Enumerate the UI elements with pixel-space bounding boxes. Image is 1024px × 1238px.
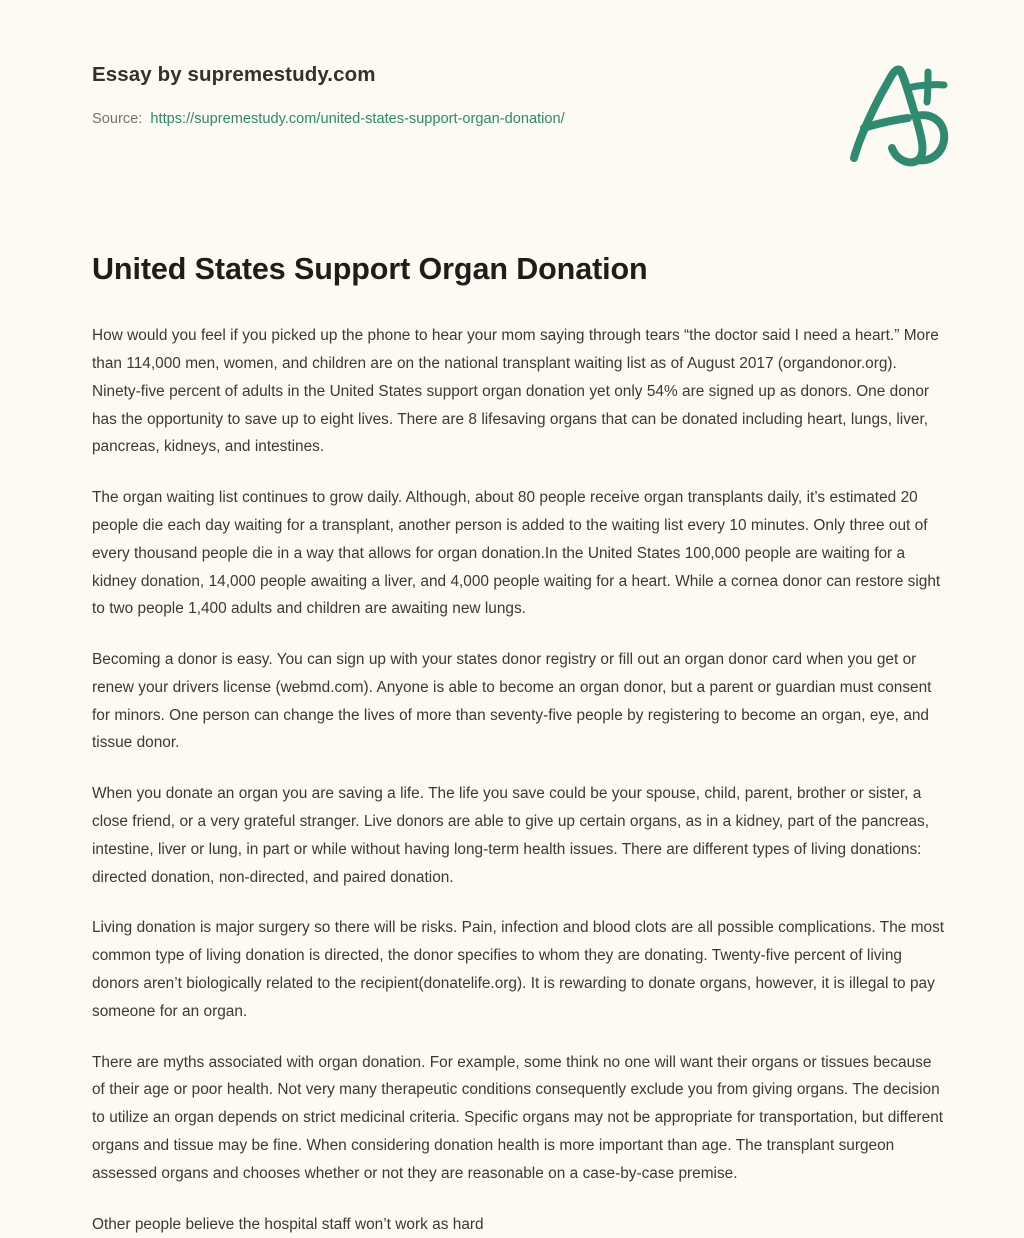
paragraph: Living donation is major surgery so there will be risks. Pain, infection and blood clots are all possible complications. The most common type of living donation is directed, the donor specifies to whom they are donating. Twenty-five percent of living donors aren’t biologically related to the recipient(donatelife.org). It is rewarding to donate organs, however, it is illegal to pay someone for an organ. [92,919,945,1020]
paragraph: There are myths associated with organ donation. For example, some think no one will want their organs or tissues because of their age or poor health. Not very many therapeutic conditions consequently exclude you from giving organs. The decision to utilize an organ depends on strict medicinal criteria. Specific organs may not be appropriate for transportation, but different organs and tissue may be fine. When considering donation health is more important than age. The transplant surgeon assessed organs and chooses whether or not they are reasonable on a case-by-case premise. [92,1053,944,1182]
byline: Essay by supremestudy.com [92,63,376,86]
article [0,250,1024,1238]
source-url-link[interactable]: https://supremestudy.com/united-states-support-organ-donation/ [150,110,565,127]
source-label: Source: [92,110,143,127]
article-body [92,322,945,1238]
paragraph: How would you feel if you picked up the phone to hear your mom saying through tears “the doctor said I need a heart.” More than 114,000 men, women, and children are on the national transplant waiting list as of August 2017 (organdonor.org). Ninety-five percent of adults in the United States support organ donation yet only 54% are signed up as donors. One donor has the opportunity to save up to eight lives. There are 8 lifesaving organs that can be donated including heart, lungs, liver, pancreas, kidneys, and intestines. [92,327,939,456]
source-line [92,109,932,129]
document-header [0,0,1024,178]
paragraph: Becoming a donor is easy. You can sign up with your states donor registry or fill out an organ donor card when you get or renew your drivers license (webmd.com). Anyone is able to become an organ donor, but a parent or guardian must consent for minors. One person can change the lives of more than seventy-five people by registering to become an organ, eye, and tissue donor. [92,651,932,752]
paragraph: The organ waiting list continues to grow daily. Although, about 80 people receive organ transplants daily, it’s estimated 20 people die each day waiting for a transplant, another person is added to the waiting list every 10 minutes. Only three out of every thousand people die in a way that allows for organ donation.In the United States 100,000 people are waiting for a kidney donation, 14,000 people awaiting a liver, and 4,000 people waiting for a heart. While a cornea donor can restore sight to two people 1,400 adults and children are awaiting new lungs. [92,489,941,618]
paragraph: When you donate an organ you are saving a life. The life you save could be your spouse, child, parent, brother or sister, a close friend, or a very grateful stranger. Live donors are able to give up certain organs, as in a kidney, part of the pancreas, intestine, liver or lung, in part or while without having long-term health issues. There are different types of living donations: directed donation, non-directed, and paired donation. [92,785,930,886]
aplus-logo-icon [842,58,962,170]
page-title: United States Support Organ Donation [92,252,648,286]
paragraph: Other people believe the hospital staff won’t work as hard [92,1215,484,1233]
